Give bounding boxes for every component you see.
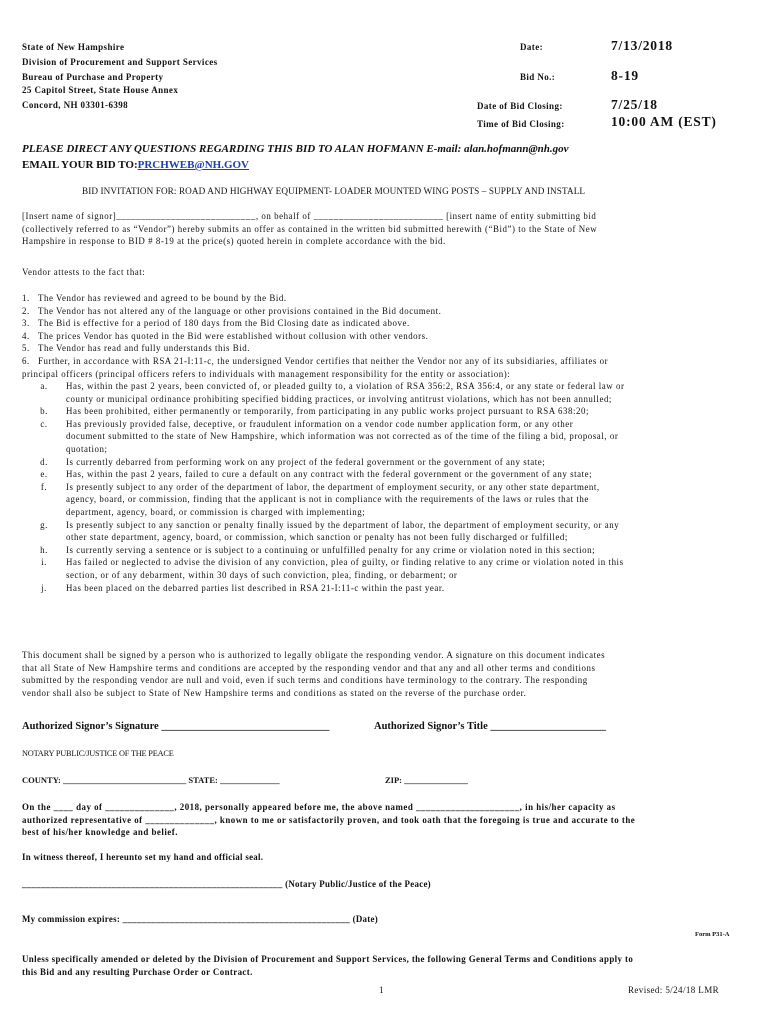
intro-line: [Insert name of signor]____________________________, on behalf of __________________________ [insert name of entity submitting bid — [22, 211, 597, 221]
closing-date-label: Date of Bid Closing: — [477, 101, 563, 111]
oath-paragraph: On the ____ day of ______________, 2018, personally appeared before me, the above named _____________________, in his/her capacity as authorized representative of ______________, known to me or satisfactorily proven, and took oath that the foregoing is true and accurate to the best of his/her knowledge and belief. — [22, 802, 636, 837]
header-street: 25 Capitol Street, State House Annex — [22, 85, 179, 95]
invitation-title: BID INVITATION FOR: ROAD AND HIGHWAY EQUIPMENT- LOADER MOUNTED WING POSTS – SUPPLY AND INSTALL — [82, 186, 586, 196]
sub-item-g: g. Is presently subject to any sanction or penalty finally issued by the department of labor, the department of employment security, or any other state department, agency, board, or commission, which sanction or penalty has not been fully discharged or fulfilled; — [40, 519, 620, 543]
signor-title-field[interactable]: Authorized Signor’s Title ______________________ — [374, 721, 606, 732]
zip-field[interactable]: ZIP: _______________ — [385, 775, 468, 785]
date-label: Date: — [520, 42, 543, 52]
sub-item-j: j. Has been placed on the debarred parties list described in RSA 21-I:11-c within the past year. — [41, 582, 445, 593]
sub-item-d: d. Is currently debarred from performing work on any project of the federal government or the government of any state; — [40, 456, 546, 467]
sub-list — [22, 380, 744, 594]
signature-field[interactable]: Authorized Signor’s Signature ________________________________ — [22, 721, 330, 732]
header-division: Division of Procurement and Support Services — [22, 57, 218, 67]
county-state-field[interactable]: COUNTY: _____________________________ STATE: ______________ — [22, 775, 280, 785]
sub-item-f: f. Is presently subject to any order of the department of labor, the department of employment security, or any other state department, agency, board, or commission, finding that the applicant is not in compliance with the requirements of the laws or rules that the department, agency, board, or commission is charged with implementing; — [40, 481, 600, 517]
list-item: 1. The Vendor has reviewed and agreed to be bound by the Bid. — [22, 293, 287, 303]
commission-expires-field[interactable]: My commission expires: ________________________________________________ (Date) — [22, 914, 379, 924]
list-item: 2. The Vendor has not altered any of the language or other provisions contained in the Bid document. — [22, 305, 442, 316]
bid-no-value: 8-19 — [611, 68, 639, 83]
list-item: 4. The prices Vendor has quoted in the Bid were established without collusion with other vendors. — [22, 330, 429, 341]
page-number: 1 — [379, 985, 384, 995]
general-terms-note: Unless specifically amended or deleted by the Division of Procurement and Support Services, the following General Terms and Conditions apply to this Bid and any resulting Purchase Order or Contract. — [22, 954, 634, 977]
email-prefix: EMAIL YOUR BID TO: — [22, 159, 138, 171]
header-state: State of New Hampshire — [22, 42, 125, 52]
intro-line: (collectively referred to as “Vendor”) hereby submits an offer as contained in the written bid submitted herewith (“Bid”) to the State of New — [22, 223, 598, 234]
list-item-continued: principal officers (principal officers refers to individuals with management responsibility for the entity or association): — [22, 368, 511, 379]
attest-line: Vendor attests to the fact that: — [22, 267, 146, 277]
closing-time-value: 10:00 AM (EST) — [611, 114, 717, 129]
numbered-list — [22, 292, 744, 380]
questions-line: PLEASE DIRECT ANY QUESTIONS REGARDING THIS BID TO ALAN HOFMANN E-mail: alan.hofmann@nh.gov — [22, 143, 569, 155]
sub-item-a: a. Has, within the past 2 years, been convicted of, or pleaded guilty to, a violation of RSA 356:2, RSA 356:4, or any state or federal law or county or municipal ordinance prohibiting specified bidding practices, or involving antitrust violations, which has not been annulled; — [40, 381, 625, 404]
sub-item-h: h. Is currently serving a sentence or is subject to a continuing or unfulfilled penalty for any crime or violation noted in this section; — [40, 544, 596, 555]
sub-item-b: b. Has been prohibited, either permanently or temporarily, from participating in any public works project pursuant to RSA 638:20; — [40, 406, 589, 417]
notary-signature-field[interactable]: _______________________________________________________ (Notary Public/Justice of the Peace) — [22, 879, 431, 889]
header-bureau: Bureau of Purchase and Property — [22, 72, 164, 82]
list-item: 5. The Vendor has read and fully understands this Bid. — [22, 343, 251, 354]
email-link[interactable]: PRCHWEB@NH.GOV — [137, 159, 249, 171]
form-number: Form P31-A — [695, 931, 730, 938]
sub-item-i: i. Has failed or neglected to advise the division of any conviction, plea of guilty, or finding relative to any crime or violation noted in this section, or of any debarment, within 30 days of such conviction, plea, finding, or debarment; or — [41, 557, 624, 580]
header-city: Concord, NH 03301-6398 — [22, 100, 129, 110]
intro-paragraph — [22, 210, 744, 248]
sub-item-c: c. Has previously provided false, deceptive, or fraudulent information on a vendor code number application form, or any other document submitted to the state of New Hampshire, which information was not corrected as of the time of the filing a bid, proposal, or quotation; — [40, 418, 619, 454]
closing-time-label: Time of Bid Closing: — [477, 119, 565, 129]
list-item: 6. Further, in accordance with RSA 21-I:11-c, the undersigned Vendor certifies that neither the Vendor nor any of its subsidiaries, affiliates or — [22, 355, 609, 366]
bid-no-label: Bid No.: — [520, 72, 556, 82]
closing-date-value: 7/25/18 — [611, 97, 658, 112]
sub-item-e: e. Has, within the past 2 years, failed to cure a default on any contract with the federal government or the government of any state; — [40, 469, 593, 480]
email-line — [22, 159, 249, 171]
revised-date: Revised: 5/24/18 LMR — [628, 985, 719, 995]
notary-heading: NOTARY PUBLIC/JUSTICE OF THE PEACE — [22, 749, 174, 758]
authorization-paragraph: This document shall be signed by a person who is authorized to legally obligate the responding vendor. A signature on this document indicates that all State of New Hampshire terms and conditions are accepted by the responding vendor and that any and all other terms and conditions submitted by the responding vendor are null and void, even if such terms and conditions have terminology to the contrary. The responding vendor shall also be subject to State of New Hampshire terms and conditions as stated on the reverse of the purchase order. — [22, 650, 606, 698]
witness-line: In witness thereof, I hereunto set my hand and official seal. — [22, 852, 264, 862]
date-value: 7/13/2018 — [611, 38, 673, 53]
intro-line: Hampshire in response to BID # 8-19 at the price(s) quoted herein in complete accordance with the bid. — [22, 236, 446, 247]
list-item: 3. The Bid is effective for a period of 180 days from the Bid Closing date as indicated above. — [22, 318, 410, 329]
